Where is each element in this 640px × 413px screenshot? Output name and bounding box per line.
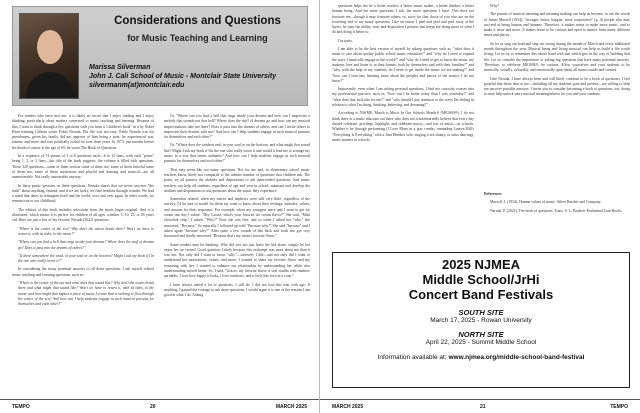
band-festival-ad	[332, 252, 630, 388]
ad-headline-line: Concert Band Festivals	[408, 287, 554, 302]
right-page	[320, 0, 640, 413]
footer-publication: TEMPO	[12, 404, 30, 410]
paragraph: In considering the many potential answers to all these questions, I ask myself related music teaching and learning questions, such as:	[12, 267, 154, 277]
references-section	[484, 192, 630, 217]
left-page-footer	[0, 399, 319, 413]
paragraph: "Where is the center of the sea? Why don't the waves break there? Won't we have to return it, with its tides, to the moon?"	[18, 226, 154, 236]
footer-page-number: 21	[480, 404, 486, 410]
paragraph: So let us sing out loud and sing out strong during the month of March and every additional month throughout the year. Musical being and living musical can help us build a life worth living. Let us try to remember this above band with that which gets in the way of building that life. Let us consider the importance of asking big questions that have many potential answers. Therefore, to celebrate MIOSM®, be curious. Allow yourselves and your students to be musically, socially, culturally, and emotionally open about all musics made and created.	[484, 41, 630, 73]
paragraph: Why?	[490, 4, 500, 8]
ad-info	[333, 354, 629, 361]
paragraph: Some readers may be thinking: Why did you not just leave the kid alone, simply let her enjoy her ice cream? Good question. Likely because this exchange was more about me than it was her. Not only did I want to know "why"—sincerely I did—and not only did I want to understand her motivations, values, and more, I wanted to share my favorite flavor and my reasoning with her. I wanted to enhance our relationship by understanding her while also understanding myself better. So, I said, "Gracie, my favorite flavor is soft vanilla with rainbow sprinkles. I love how happy it looks, I love rainbows, and it feels like love in a cone."	[164, 242, 310, 279]
paragraph: "Is there somewhere the wind, in your soul or on the horizon? Might I ask my book if I'm the one who really wrote it?"	[18, 253, 154, 264]
reference-item: Mursell, J. (1934). Human values of music. Silver Burdett and Company.	[490, 200, 602, 205]
south-site-title: SOUTH SITE	[458, 308, 504, 317]
footer-publication: TEMPO	[610, 404, 628, 410]
right-page-footer	[320, 399, 640, 413]
paragraph: Or, "Where can you find a bell that rings inside your dreams and how can I improvise a melody that sounds-out that bell? Where does the stuff of dreams go and how can my musical improvisations take me there? Does it pass into the dreams of others, and can I invite others to improvise their dreams with me? And how can I help students engage in such musical pursuits for themselves and each other?"	[164, 114, 310, 140]
author-email: silvermanm(at)montclair.edu	[89, 82, 185, 89]
author-name: Marissa Silverman	[89, 64, 151, 71]
left-column-2	[164, 114, 310, 302]
paragraph: The edition of this book includes selections from the much larger original. And it is illustrated, which means it is perfect for children of all ages, whether 5, 10, 25, or 85 years old. Here are just a few of my favorite Neruda (2022) questions:	[12, 207, 154, 223]
ad-info-label: Information available at:	[377, 354, 447, 361]
footer-date: MARCH 2025	[275, 404, 307, 410]
paragraph: According to NAfME, March is Music In Our Schools Month® (MIOSM®). I do not think there is a music educator out there who does not wholeheartedly believe that every day should celebrate, privilege, highlight, and celebrate music—and lots of music—in schools. Whether it be through performing (I Love Blues in a jazz combo, reminding Lauryn Hill's "Everything Is Everything" with a Jimi Hendrix solo, singing a sea shanty, or salsa dancing), music matters in schools.	[332, 111, 474, 142]
paragraph: Importantly, even when I am asking personal questions, I find my curiosity crosses into my professional practice, such as, "how can I be better today than I was yesterday?" and "what does that look like for me?" and "why should I pay attention to the ways I'm feeling in relation to what I'm doing, thinking, believing, and dreaming?"	[332, 87, 474, 108]
right-column-2	[484, 4, 630, 101]
paragraph: I am able to be the best version of myself by asking questions such as, "what does it mean to care about quality public school music education?" and "why do I need to expand the ways I musically engage in the world?" and "why do I need to get to know the music my students love and listen to in their homes, both by themselves and with their families?" and "why, with the help of my students, do I need to get inside the music we are making?" and "how can I lean into learning more about the peoples and places of the musics I do not know?"	[332, 47, 474, 83]
south-site-detail: March 17, 2025 - Rowan University	[430, 317, 532, 324]
paragraph: "Where is the center of the sea and what does that sound like? Why don't the waves break there and what might that sound like? Won't we have to return it, with its tides, to the moon, and how might that impact a piece of music I create that is seeking to flow through the center of the sea? And how can I help students engage in such musical pursuits for themselves and each other?"	[18, 281, 154, 307]
article-header-banner	[12, 6, 308, 106]
paragraph: questions helps me be a better teacher; a better music maker; a better thinker; a better human being. And the more questions I ask, the more questions I have. This does not frustrate me—though it may frustrate others; so, sorry for that, those of you who are on the receiving end of my many questions. Like an onion, I peel and peel and peel away at the layers. In sum, the ability, trait, and disposition I possess that keeps me doing more of what I do and doing it better is:	[332, 4, 474, 35]
ad-headline	[333, 257, 629, 302]
paragraph: In a sequence of 74 poems of 3 to 6 questions each—6 to 12 lines, with each "poem" being 1, 2, or 3 lines—the title of the book suggests, the volume is filled with questions. These 320 questions—some of them serious some of them not; some of them fanciful some of them not; some of them mysterious and playful and dancing and musical—are all unanswerable. Not really answerable anyway.	[12, 154, 154, 180]
ad-headline-line: Middle School/JrHi	[422, 272, 540, 287]
north-site-detail: April 22, 2025 - Summit Middle School	[425, 339, 537, 346]
references-heading: References	[484, 192, 502, 196]
north-site-title: NORTH SITE	[458, 330, 504, 339]
reference-item: Neruda, P. (2022). The book of questions. Trans. S. L. Paulsen. Enchanted Lion Books.	[490, 208, 623, 213]
ad-headline-line: 2025 NJMEA	[441, 257, 521, 272]
paragraph: "Where can you find a bell that rings inside your dreams? Where does the stuff of dreams go? Does it pass into the dreams of others?"	[18, 240, 154, 250]
footer-date: MARCH 2025	[332, 404, 364, 410]
paragraph: Somewhat related, when my nieces and nephews were still very little, regardless of the activity, I'd be sure to model for them my want to know about their feelings, attitudes, values, and reasons for their responses. For example, when my youngest niece and I went to get ice cream one day I asked: "Hey Gracie, what's your favorite ice cream flavor?" She said, "Mint chocolate chip." I asked, "Why?" Now she was five, and so when I asked her "why," she answered, "Because." So naturally I followed up with "Because why?" She said "because" and I asked again "because why?" After quite a few rounds of this back and forth she got very frustrated and finally answered "Because that's my mom's favorite flavor."	[164, 197, 310, 239]
paragraph: Curiosity.	[338, 38, 353, 43]
left-column-1	[12, 114, 154, 311]
author-block	[89, 63, 315, 90]
paragraph: Or, "Where does the rainbow end, in your soul or on the horizon, and what might that sound like? Might I ask my book if I'm the one who really wrote it and would it lead me to arrange my music in a way that seems authentic? And how can I help students engage in such musical pursuits for themselves and each other?"	[164, 143, 310, 164]
paragraph: In these poetic gestures, in these questions, Neruda shares that we never uncover "the truth" about anything. Instead, and if we are lucky, we find freedom through wonder. We find a mind that dares to reimagine itself and the world, over and over again. In other words, we remain true to our childhood.	[12, 183, 154, 204]
paragraph: The pursuit of musical meaning and meaning making can help us become, to use the words of James Mursell (1934), "stronger, better, happier, more cooperative" (p. 4) people who may succeed at being human and humane. Therefore, it makes sense to make more music, and to make it more and more. It makes sense to be curious and open to musics from many different times and places.	[484, 12, 630, 38]
author-affiliation: John J. Cali School of Music - Montclair State University	[89, 73, 277, 80]
paragraph: That may seem like too many questions. Not for me and, as elementary school music teachers know, likely not compared to the infinite number of questions that children ask. The point, we all possess the abilities and dispositions to ask open-ended questions. And music teachers can help all students, regardless of age and year in school, maintain and develop the abilities and dispositions to ask questions about the music they experience.	[164, 167, 310, 193]
right-column-1	[332, 4, 474, 146]
article-subtitle: for Music Teaching and Learning	[127, 33, 268, 43]
ad-info-url[interactable]: www.njmea.org/middle-school-band-festival	[448, 354, 585, 361]
paragraph: I have always asked a lot of questions. I still do. I did not lose this trait with age. If anything, I gained the courage to ask more questions. I would argue it is one of the reasons I am good at what I do. Asking	[164, 282, 310, 298]
paragraph: Like Neruda, I have always been and will likely continue to be a book of questions. I feel grateful that those dear to me—including all my students, past and present—are willing to help me uncover possible answers. I invite you to consider becoming a book of questions, too; doing so may help unlock more musical meaningfulness for you and your students.	[484, 76, 630, 97]
article-title: Considerations and Questions	[114, 15, 281, 27]
paragraph: For readers who have met me, it is likely no secret that I enjoy reading and I enjoy thinking, particularly about matters connected to music teaching and learning. Because of this, I want to think through a few questions with you from a "children's book" in it by Nobel Prize-winning Chilean writer Pablo Neruda. His life was not easy. Pablo Neruda was his pseudonym, given his family did not approve of him being a poet; he experienced war, famine, and more, and was politically exiled for over three years. In 1973, just months before his death of cancer at the age of 69, he wrote The Book of Questions.	[12, 114, 154, 150]
footer-page-number: 20	[150, 404, 156, 410]
author-photo	[19, 13, 79, 99]
